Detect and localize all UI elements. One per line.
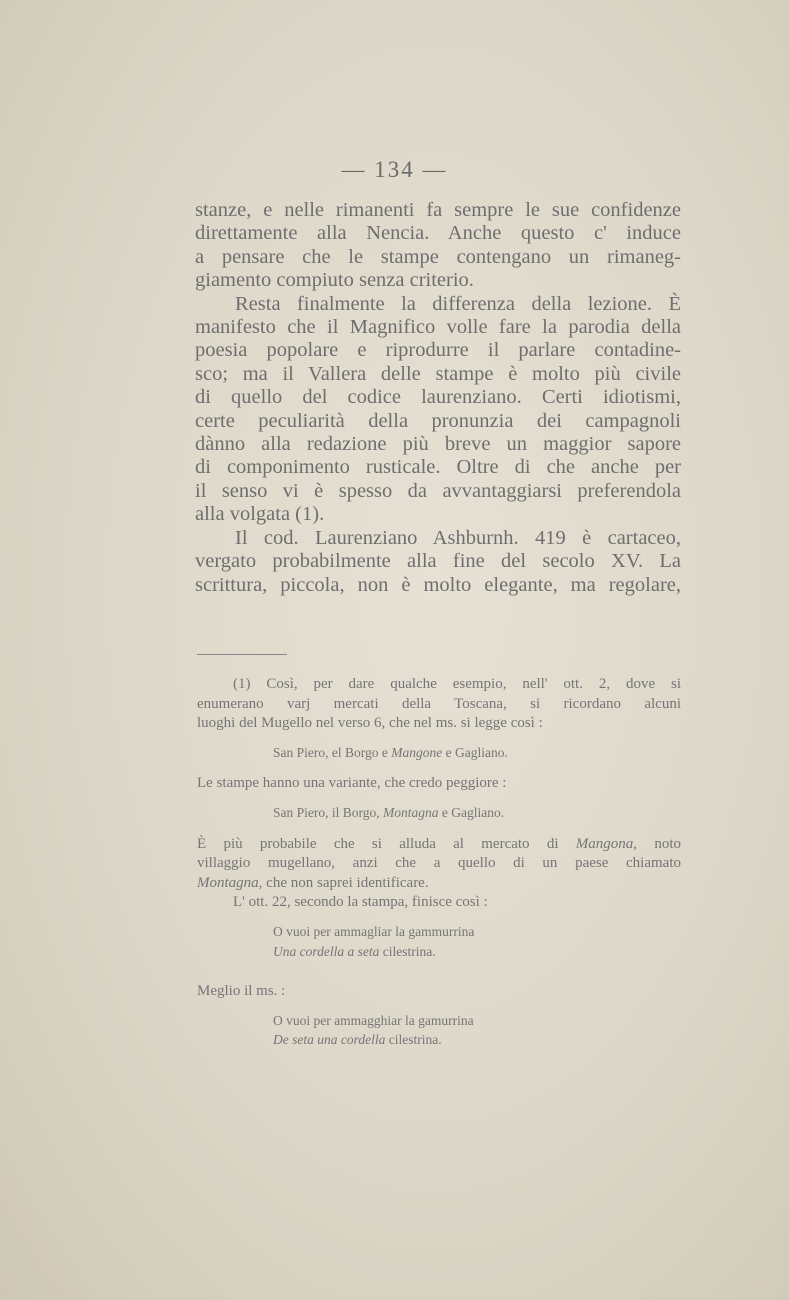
footnote-line: Le stampe hanno una variante, che credo peggiore : xyxy=(197,775,507,792)
text-line: stanze, e nelle rimanenti fa sempre le sue confidenze xyxy=(195,199,681,221)
text-line: vergato probabilmente alla fine del secolo XV. La xyxy=(195,550,681,573)
text-line: Resta finalmente la differenza della lezione. È xyxy=(235,292,681,315)
verse-line: Una cordella a seta cilestrina. xyxy=(273,943,436,959)
verse-line: O vuoi per ammagliar la gammurrina xyxy=(273,923,475,939)
text-line: manifesto che il Magnifico volle fare la parodia della xyxy=(195,316,681,339)
text-line: di quello del codice laurenziano. Certi idiotismi, xyxy=(195,386,681,409)
text-line: il senso vi è spesso da avvantaggiarsi preferendola xyxy=(195,479,681,502)
text-line: a pensare che le stampe contengano un rimaneg- xyxy=(195,245,681,268)
footnote-line: Meglio il ms. : xyxy=(197,983,286,1000)
text-line: giamento compiuto senza criterio. xyxy=(195,269,474,292)
text-line: certe peculiarità della pronunzia dei campagnoli xyxy=(195,409,681,432)
text-line: scrittura, piccola, non è molto elegante, ma regolare, xyxy=(195,573,681,596)
text-line: alla volgata (1). xyxy=(195,503,325,526)
footnote-line: (1) Così, per dare qualche esempio, nell' ott. 2, dove si xyxy=(233,676,681,692)
footnote-line: È più probabile che si alluda al mercato di Mangona, noto xyxy=(197,835,681,852)
text-line: di componimento rusticale. Oltre di che anche per xyxy=(195,456,681,479)
verse-line: San Piero, il Borgo, Montagna e Gagliano. xyxy=(273,804,505,820)
footnote-rule xyxy=(197,654,287,655)
text-line: sco; ma il Vallera delle stampe è molto più civile xyxy=(195,362,681,385)
footnote-line: Montagna, che non saprei identificare. xyxy=(197,874,429,891)
footnote-line: luoghi del Mugello nel verso 6, che nel ms. si legge così : xyxy=(197,715,543,732)
verse-line: O vuoi per ammagghiar la gamurrina xyxy=(273,1012,474,1028)
text-line: dànno alla redazione più breve un maggior sapore xyxy=(195,433,681,456)
verse-line: San Piero, el Borgo e Mangone e Gagliano. xyxy=(273,744,508,760)
footnote xyxy=(197,675,681,1050)
text-line: Il cod. Laurenziano Ashburnh. 419 è cartaceo, xyxy=(235,526,681,549)
page-number: — 134 — xyxy=(341,157,448,182)
footnote-line: enumerano varj mercati della Toscana, si ricordano alcuni xyxy=(197,695,681,712)
footnote-line: villaggio mugellano, anzi che a quello di un paese chiamato xyxy=(197,855,681,872)
verse-line: De seta una cordella cilestrina. xyxy=(273,1032,442,1048)
main-text xyxy=(195,199,681,597)
footnote-line: L' ott. 22, secondo la stampa, finisce così : xyxy=(233,894,488,911)
text-line: direttamente alla Nencia. Anche questo c' induce xyxy=(195,222,681,245)
text-line: poesia popolare e riprodurre il parlare contadine- xyxy=(195,339,681,362)
